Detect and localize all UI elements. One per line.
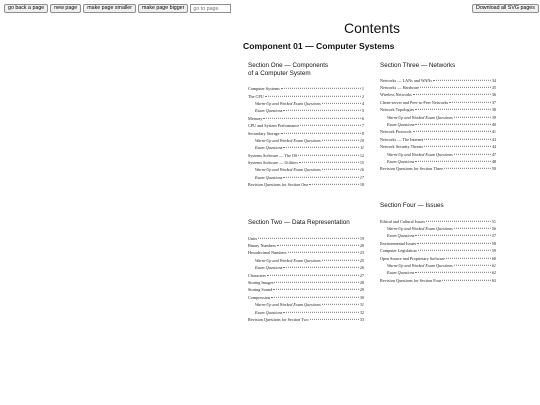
toc-entry-title: Warm-Up and Worked Exam Questions: [387, 151, 453, 157]
toc-entry-page-number: 1: [361, 86, 364, 92]
toc-entry-title: Compression: [248, 294, 271, 300]
toc-entry-page-number: 23: [359, 250, 364, 256]
toc-entry-title: Warm-Up and Worked Exam Questions: [387, 225, 453, 231]
toc-entry[interactable]: [248, 272, 364, 279]
toc-dot-leader: [283, 311, 358, 312]
toc-entry[interactable]: [380, 247, 496, 254]
toc-entry-title: Computer Legislation: [380, 248, 417, 254]
toc-entry[interactable]: [248, 294, 364, 301]
toc-dot-leader: [446, 257, 491, 258]
toc-entry[interactable]: [380, 277, 496, 284]
toc-dot-leader: [322, 304, 359, 305]
toc-entry-title: Exam Questions: [255, 174, 283, 180]
toc-entry-page-number: 16: [359, 167, 364, 173]
toc-entry[interactable]: [380, 77, 496, 84]
toc-dot-leader: [322, 140, 359, 141]
toc-entry[interactable]: [248, 309, 364, 316]
toc-entry[interactable]: [248, 174, 364, 181]
component-title: Component 01 — Computer Systems: [243, 41, 395, 51]
toc-entry-page-number: 58: [491, 240, 496, 246]
download-svg-button[interactable]: Download all SVG pages: [472, 4, 539, 13]
toc-entry-page-number: 37: [491, 99, 496, 105]
toc-entry-page-number: 44: [491, 144, 496, 150]
make-page-bigger-button[interactable]: make page bigger: [138, 4, 188, 13]
toc-entry-title: Warm-Up and Worked Exam Questions: [387, 262, 453, 268]
toc-entry[interactable]: [248, 152, 364, 159]
toc-entry-title: CPU and System Performance: [248, 123, 300, 129]
toc-entry-title: Open Source and Proprietary Software: [380, 255, 445, 261]
toc-entry-title: Warm-Up and Worked Exam Questions: [255, 137, 321, 143]
toc-entry[interactable]: [380, 106, 496, 113]
toc-entry-title: Revision Questions for Section Three: [380, 166, 443, 172]
toc-dot-leader: [442, 280, 491, 281]
toc-entry-page-number: 20: [359, 242, 364, 248]
toc-entry[interactable]: [380, 136, 496, 143]
section-two: [248, 219, 364, 323]
toc-entry-page-number: 15: [359, 160, 364, 166]
toc-dot-leader: [444, 168, 491, 169]
toc-dot-leader: [415, 272, 490, 273]
make-page-smaller-button[interactable]: make page smaller: [83, 4, 136, 13]
toc-entry-title: Characters: [248, 272, 266, 278]
toc-entry[interactable]: [380, 232, 496, 239]
toc-dot-leader: [454, 228, 491, 229]
toc-dot-leader: [417, 243, 491, 244]
toc-dot-leader: [298, 155, 359, 156]
section-four-heading: Section Four — Issues: [380, 202, 444, 209]
toc-entry-page-number: 30: [359, 294, 364, 300]
toc-entry-page-number: 50: [491, 166, 496, 172]
toc-entry[interactable]: [248, 316, 364, 323]
section-two-toc: [248, 235, 364, 324]
toc-dot-leader: [265, 95, 361, 96]
toc-dot-leader: [424, 139, 491, 140]
toc-entry[interactable]: [380, 84, 496, 91]
section-one-toc: [248, 85, 364, 188]
toc-dot-leader: [277, 245, 359, 246]
toc-dot-leader: [283, 110, 361, 111]
toc-entry-title: Exam Questions: [387, 158, 415, 164]
toc-entry[interactable]: [248, 144, 364, 151]
toc-entry[interactable]: [380, 128, 496, 135]
toc-entry[interactable]: [248, 122, 364, 129]
toc-entry-page-number: 27: [359, 272, 364, 278]
toc-entry-title: Computer Systems: [248, 86, 280, 92]
section-one: [248, 62, 364, 189]
toc-entry[interactable]: [248, 115, 364, 122]
section-three: [380, 62, 496, 173]
toc-dot-leader: [310, 319, 359, 320]
toc-entry-title: Exam Questions: [387, 233, 415, 239]
toc-entry-page-number: 48: [491, 158, 496, 164]
toc-entry-title: Warm-Up and Worked Exam Questions: [255, 100, 321, 106]
toc-entry-page-number: 33: [359, 316, 364, 322]
section-one-heading-line1: Section One — Components: [248, 62, 329, 69]
toc-dot-leader: [299, 162, 359, 163]
toc-dot-leader: [415, 109, 491, 110]
toc-entry-page-number: 40: [491, 121, 496, 127]
toc-entry-title: The CPU: [248, 93, 264, 99]
toc-entry-page-number: 11: [360, 145, 364, 151]
toc-entry-title: Networks — LANs and WANs: [380, 77, 433, 83]
toc-entry-title: Systems Software — Utilities: [248, 160, 298, 166]
toc-dot-leader: [415, 124, 490, 125]
toc-entry-page-number: 31: [359, 302, 364, 308]
toc-dot-leader: [413, 94, 491, 95]
toc-entry-page-number: 59: [491, 248, 496, 254]
toc-entry-page-number: 32: [359, 309, 364, 315]
toc-dot-leader: [274, 282, 358, 283]
toc-entry-title: Exam Questions: [255, 108, 283, 114]
toc-dot-leader: [426, 220, 491, 221]
toc-dot-leader: [413, 131, 491, 132]
page-title: Contents: [344, 20, 401, 36]
toc-entry-page-number: 29: [359, 287, 364, 293]
toc-entry[interactable]: [380, 114, 496, 121]
toc-entry-page-number: 36: [491, 92, 496, 98]
toc-entry-title: Systems Software — The OS: [248, 152, 298, 158]
toc-dot-leader: [283, 177, 358, 178]
toc-entry[interactable]: [248, 100, 364, 107]
page-toolbar: [4, 4, 231, 13]
toc-dot-leader: [454, 265, 491, 266]
toc-entry-title: Revision Questions for Section Two: [248, 316, 309, 322]
section-three-toc: [380, 77, 496, 173]
section-one-heading: [248, 62, 364, 77]
toc-dot-leader: [454, 153, 491, 154]
toc-dot-leader: [322, 103, 361, 104]
toc-entry-page-number: 26: [359, 265, 364, 271]
toc-entry[interactable]: [380, 99, 496, 106]
toc-dot-leader: [281, 132, 361, 133]
toc-entry-title: Network Topologies: [380, 107, 415, 113]
toc-dot-leader: [288, 252, 359, 253]
toc-dot-leader: [271, 297, 359, 298]
toc-entry-page-number: 6: [361, 115, 364, 121]
toc-entry-title: Warm-Up and Worked Exam Questions: [255, 302, 321, 308]
toc-entry[interactable]: [248, 107, 364, 114]
toc-dot-leader: [258, 237, 359, 238]
toc-entry[interactable]: [380, 158, 496, 165]
toc-dot-leader: [420, 87, 491, 88]
toc-dot-leader: [273, 289, 359, 290]
toc-entry-page-number: 39: [491, 114, 496, 120]
toc-dot-leader: [300, 125, 361, 126]
toc-entry[interactable]: [248, 159, 364, 166]
toc-entry-page-number: 2: [361, 93, 364, 99]
toc-entry-title: Exam Questions: [255, 265, 283, 271]
toc-entry[interactable]: [248, 286, 364, 293]
toc-entry-page-number: 7: [361, 123, 364, 129]
toc-entry-page-number: 5: [361, 108, 364, 114]
toc-entry-page-number: 57: [491, 233, 496, 239]
toc-entry-title: Binary Numbers: [248, 242, 276, 248]
toc-entry-title: Warm-Up and Worked Exam Questions: [255, 167, 321, 173]
toc-entry[interactable]: [380, 262, 496, 269]
toc-entry[interactable]: [380, 121, 496, 128]
toc-entry-page-number: 8: [361, 130, 364, 136]
toc-entry[interactable]: [380, 225, 496, 232]
toc-dot-leader: [283, 147, 359, 148]
toc-entry[interactable]: [248, 85, 364, 92]
toc-entry[interactable]: [248, 235, 364, 242]
toc-dot-leader: [309, 184, 359, 185]
toc-dot-leader: [415, 235, 490, 236]
toc-entry-page-number: 19: [359, 235, 364, 241]
toc-entry[interactable]: [248, 257, 364, 264]
toc-dot-leader: [283, 267, 358, 268]
toc-entry-title: Networks — Hardware: [380, 84, 420, 90]
toc-entry-title: Exam Questions: [255, 309, 283, 315]
toc-entry-title: Revision Questions for Section One: [248, 182, 309, 188]
toc-entry-title: Environmental Issues: [380, 240, 417, 246]
toc-entry-page-number: 35: [491, 84, 496, 90]
toc-entry-title: Network Security Threats: [380, 144, 424, 150]
toc-dot-leader: [433, 79, 491, 80]
toc-entry-title: Hexadecimal Numbers: [248, 250, 287, 256]
toc-entry[interactable]: [248, 93, 364, 100]
toc-entry[interactable]: [380, 151, 496, 158]
toc-dot-leader: [281, 88, 361, 89]
toc-dot-leader: [263, 118, 360, 119]
toc-entry-page-number: 63: [491, 277, 496, 283]
section-four-toc: [380, 218, 496, 285]
toc-dot-leader: [267, 274, 359, 275]
toc-entry-page-number: 34: [491, 77, 496, 83]
toc-entry-page-number: 60: [491, 255, 496, 261]
toc-entry[interactable]: [380, 218, 496, 225]
toc-entry-title: Warm-Up and Worked Exam Questions: [255, 257, 321, 263]
toc-entry-page-number: 61: [491, 262, 496, 268]
go-to-page-input[interactable]: [190, 4, 231, 13]
toc-entry-title: Warm-Up and Worked Exam Questions: [387, 114, 453, 120]
toc-entry-page-number: 25: [359, 257, 364, 263]
toc-entry-title: Exam Questions: [387, 270, 415, 276]
toc-entry[interactable]: [248, 242, 364, 249]
section-two-heading: Section Two — Data Representation: [248, 219, 350, 226]
toc-entry[interactable]: [248, 137, 364, 144]
toc-entry-page-number: 17: [359, 174, 364, 180]
toc-entry-title: Networks — The Internet: [380, 136, 424, 142]
toc-entry-title: Storing Images: [248, 279, 274, 285]
toc-dot-leader: [322, 260, 359, 261]
toc-dot-leader: [424, 146, 491, 147]
toc-entry-title: Revision Questions for Section Four: [380, 277, 442, 283]
section-three-heading: Section Three — Networks: [380, 62, 456, 69]
toc-entry-title: Storing Sound: [248, 287, 273, 293]
toc-entry[interactable]: [380, 269, 496, 276]
toc-entry[interactable]: [248, 130, 364, 137]
toc-entry-page-number: 12: [359, 152, 364, 158]
toc-entry-title: Exam Questions: [255, 145, 283, 151]
toc-entry[interactable]: [248, 249, 364, 256]
toc-entry-title: Client-server and Peer-to-Peer Networks: [380, 99, 449, 105]
toc-entry[interactable]: [248, 279, 364, 286]
toc-entry-page-number: 18: [359, 182, 364, 188]
toc-dot-leader: [454, 116, 491, 117]
toc-entry[interactable]: [248, 181, 364, 188]
toc-entry-page-number: 28: [359, 279, 364, 285]
toc-entry-title: Secondary Storage: [248, 130, 280, 136]
toc-entry-title: Units: [248, 235, 258, 241]
toc-dot-leader: [415, 161, 490, 162]
toc-entry-page-number: 38: [491, 107, 496, 113]
toc-entry[interactable]: [380, 240, 496, 247]
go-back-button[interactable]: go back a page: [4, 4, 48, 13]
toc-entry[interactable]: [380, 255, 496, 262]
toc-entry[interactable]: [380, 165, 496, 172]
toc-entry[interactable]: [248, 264, 364, 271]
toc-entry-page-number: 62: [491, 270, 496, 276]
toc-entry-title: Memory: [248, 115, 263, 121]
toc-entry-title: Wireless Networks: [380, 92, 412, 98]
toc-entry-title: Exam Questions: [387, 121, 415, 127]
toc-entry-page-number: 56: [491, 225, 496, 231]
toc-entry-page-number: 10: [359, 137, 364, 143]
toc-entry-page-number: 47: [491, 151, 496, 157]
toc-entry[interactable]: [248, 301, 364, 308]
toc-entry[interactable]: [380, 143, 496, 150]
section-four: [380, 202, 496, 284]
toc-dot-leader: [449, 102, 491, 103]
toc-entry[interactable]: [380, 91, 496, 98]
toc-dot-leader: [418, 250, 491, 251]
toc-entry[interactable]: [248, 166, 364, 173]
toc-dot-leader: [322, 169, 359, 170]
toc-entry-page-number: 43: [491, 136, 496, 142]
section-one-heading-line2: of a Computer System: [248, 69, 311, 77]
toc-entry-page-number: 41: [491, 129, 496, 135]
toc-entry-title: Ethical and Cultural Issues: [380, 218, 426, 224]
toc-entry-page-number: 4: [361, 100, 364, 106]
toc-entry-title: Network Protocols: [380, 129, 412, 135]
new-page-button[interactable]: new page: [50, 4, 81, 13]
toc-entry-page-number: 51: [491, 218, 496, 224]
